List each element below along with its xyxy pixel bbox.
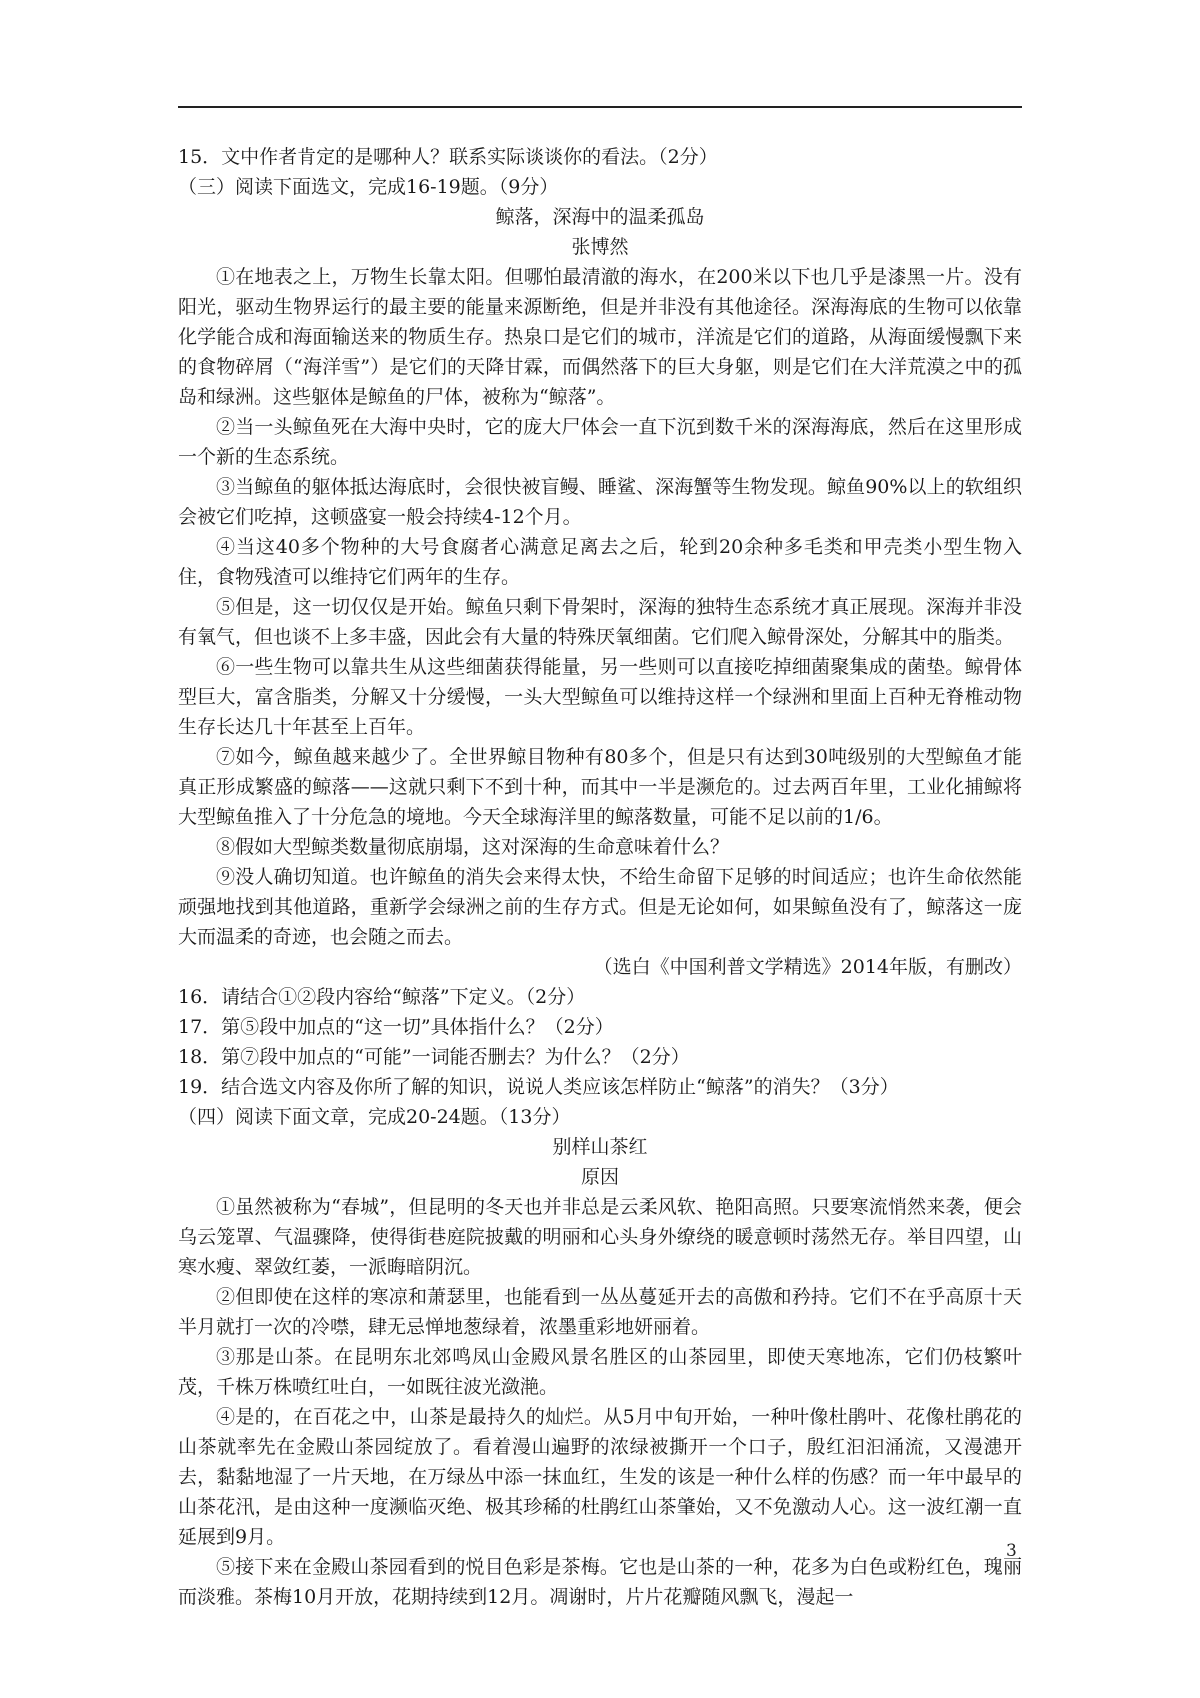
header-rule <box>178 106 1022 108</box>
article-1-paragraph-5: ⑤但是，这一切仅仅是开始。鲸鱼只剩下骨架时，深海的独特生态系统才真正展现。深海并非没有氧气，但也谈不上多丰盛，因此会有大量的特殊厌氧细菌。它们爬入鲸骨深处，分解其中的脂类。 <box>178 596 1022 648</box>
article-2-paragraph-5: ⑤接下来在金殿山茶园看到的悦目色彩是茶梅。它也是山茶的一种，花多为白色或粉红色，瑰丽而淡雅。茶梅10月开放，花期持续到12月。凋谢时，片片花瓣随风飘飞，漫起一 <box>178 1556 1022 1608</box>
article-1-author: 张博然 <box>571 236 629 258</box>
page-number: 3 <box>1006 1541 1017 1561</box>
article-2-paragraph-4: ④是的，在百花之中，山茶是最持久的灿烂。从5月中旬开始，一种叶像杜鹃叶、花像杜鹃花的山茶就率先在金殿山茶园绽放了。看着漫山遍野的浓绿被撕开一个口子，殷红汩汩涌流，又漫漶开去，黏黏地湿了一片天地，在万绿丛中添一抹血红，生发的该是一种什么样的伤感？而一年中最早的山茶花汛，是由这种一度濒临灭绝、极其珍稀的杜鹃红山茶肇始，又不免激动人心。这一波红潮一直延展到9月。 <box>178 1406 1022 1548</box>
article-2-title: 别样山茶红 <box>552 1136 648 1158</box>
article-1-paragraph-2: ②当一头鲸鱼死在大海中央时，它的庞大尸体会一直下沉到数千米的深海海底，然后在这里形成一个新的生态系统。 <box>178 416 1022 468</box>
article-1-source: （选白《中国利普文学精选》2014年版，有删改） <box>593 956 1022 978</box>
article-2-paragraph-1: ①虽然被称为“春城”，但昆明的冬天也并非总是云柔风软、艳阳高照。只要寒流悄然来袭，便会乌云笼罩、气温骤降，使得街巷庭院披戴的明丽和心头身外缭绕的暖意顿时荡然无存。举目四望，山寒水瘦、翠敛红萎，一派晦暗阴沉。 <box>178 1196 1022 1278</box>
article-1-paragraph-9: ⑨没人确切知道。也许鲸鱼的消失会来得太快，不给生命留下足够的时间适应；也许生命依然能顽强地找到其他道路，重新学会绿洲之前的生存方式。但是无论如何，如果鲸鱼没有了，鲸落这一庞大而温柔的奇迹，也会随之而去。 <box>178 866 1022 948</box>
question-17: 17．第⑤段中加点的“这一切”具体指什么？（2分） <box>178 1016 614 1038</box>
section-3-heading: （三）阅读下面选文，完成16-19题。（9分） <box>178 176 559 198</box>
article-2-author: 原因 <box>580 1166 619 1188</box>
article-2-paragraph-3: ③那是山茶。在昆明东北郊鸣凤山金殿风景名胜区的山茶园里，即使天寒地冻，它们仍枝繁叶茂，千株万株喷红吐白，一如既往波光潋滟。 <box>178 1346 1022 1398</box>
article-1-title: 鲸落，深海中的温柔孤岛 <box>495 206 705 228</box>
question-15: 15．文中作者肯定的是哪种人？联系实际谈谈你的看法。（2分） <box>178 146 718 168</box>
question-16: 16．请结合①②段内容给“鲸落”下定义。（2分） <box>178 986 586 1008</box>
article-1-paragraph-4: ④当这40多个物种的大号食腐者心满意足离去之后，轮到20余种多毛类和甲壳类小型生物入住，食物残渣可以维持它们两年的生存。 <box>178 536 1022 588</box>
article-1-paragraph-6: ⑥一些生物可以靠共生从这些细菌获得能量，另一些则可以直接吃掉细菌聚集成的菌垫。鲸骨体型巨大，富含脂类，分解又十分缓慢，一头大型鲸鱼可以维持这样一个绿洲和里面上百种无脊椎动物生存长达几十年甚至上百年。 <box>178 656 1022 738</box>
question-19: 19．结合选文内容及你所了解的知识，说说人类应该怎样防止“鲸落”的消失？（3分） <box>178 1076 899 1098</box>
article-1-paragraph-1: ①在地表之上，万物生长靠太阳。但哪怕最清澈的海水，在200米以下也几乎是漆黑一片。没有阳光，驱动生物界运行的最主要的能量来源断绝，但是并非没有其他途径。深海海底的生物可以依靠化学能合成和海面输送来的物质生存。热泉口是它们的城市，洋流是它们的道路，从海面缓慢飘下来的食物碎屑（“海洋雪”）是它们的天降甘霖，而偶然落下的巨大身躯，则是它们在大洋荒漠之中的孤岛和绿洲。这些躯体是鲸鱼的尸体，被称为“鲸落”。 <box>178 266 1022 408</box>
question-18: 18．第⑦段中加点的“可能”一词能否删去？为什么？（2分） <box>178 1046 690 1068</box>
article-1-paragraph-3: ③当鲸鱼的躯体抵达海底时，会很快被盲鳗、睡鲨、深海蟹等生物发现。鲸鱼90%以上的软组织会被它们吃掉，这顿盛宴一般会持续4-12个月。 <box>178 476 1022 528</box>
article-2-paragraph-2: ②但即使在这样的寒凉和萧瑟里，也能看到一丛丛蔓延开去的高傲和矜持。它们不在乎高原十天半月就打一次的冷噤，肆无忌惮地葱绿着，浓墨重彩地妍丽着。 <box>178 1286 1022 1338</box>
page-body <box>178 142 1022 1612</box>
section-4-heading: （四）阅读下面文章，完成20-24题。（13分） <box>178 1106 571 1128</box>
article-1-paragraph-7: ⑦如今，鲸鱼越来越少了。全世界鲸目物种有80多个，但是只有达到30吨级别的大型鲸鱼才能真正形成繁盛的鲸落——这就只剩下不到十种，而其中一半是濒危的。过去两百年里，工业化捕鲸将大型鲸鱼推入了十分危急的境地。今天全球海洋里的鲸落数量，可能不足以前的1/6。 <box>178 746 1022 828</box>
article-1-paragraph-8: ⑧假如大型鲸类数量彻底崩塌，这对深海的生命意味着什么？ <box>216 836 730 858</box>
